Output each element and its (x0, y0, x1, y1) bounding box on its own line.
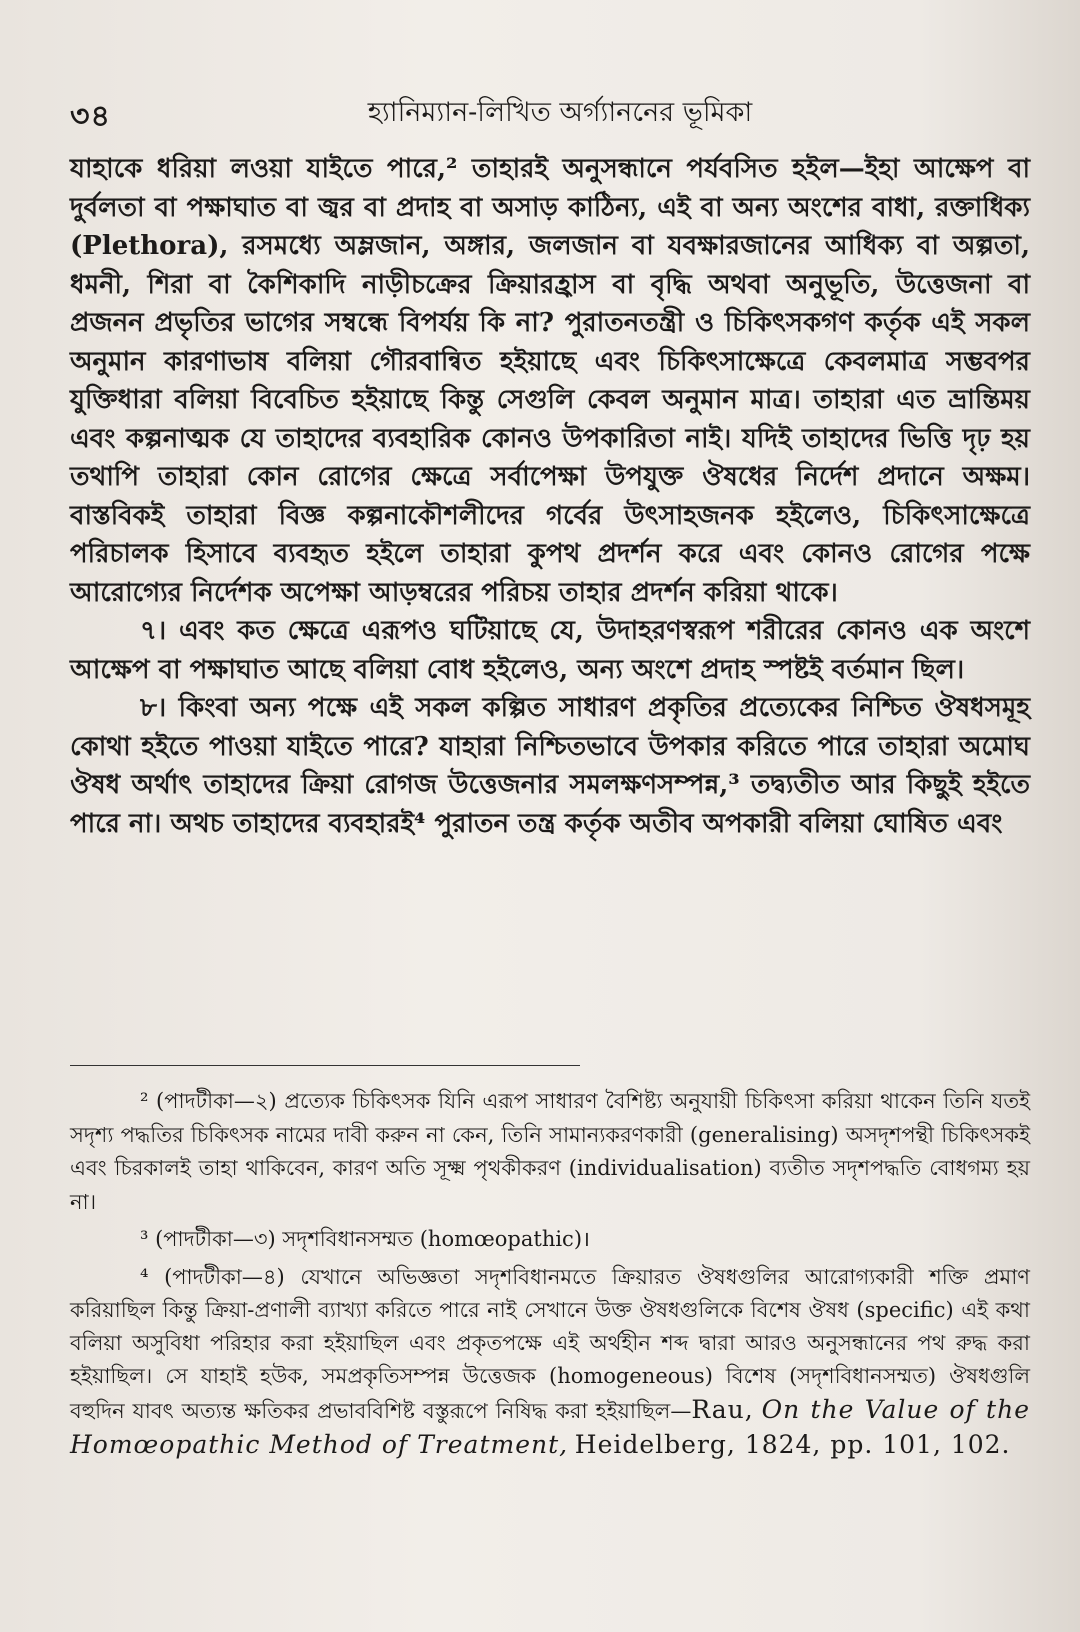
footnote-4-text: ⁴ (পাদটীকা—৪) যেখানে অভিজ্ঞতা সদৃশবিধানমতে ক্রিয়ারত ঔষধগুলির আরোগ্যকারী শক্তি প্রমাণ করিয়াছিল কিন্তু ক্রিয়া-প্রণালী ব্যাখ্যা করিতে পারে নাই সেখানে উক্ত ঔষধগুলিকে বিশেষ ঔষধ (specific) এই কথা বলিয়া অসুবিধা পরিহার করা হইয়াছিল এবং প্রকৃতপক্ষে এই অর্থহীন শব্দ দ্বারা আরও অনুসন্ধানের পথ রুদ্ধ করা হইয়াছিল। সে যাহাই হউক, সমপ্রকৃতিসম্পন্ন উত্তেজক (homogeneous) বিশেষ (সদৃশবিধানসম্মত) ঔষধগুলি বহুদিন যাবৎ অত্যন্ত ক্ষতিকর প্রভাববিশিষ্ট বস্তুরূপে নিষিদ্ধ করা হইয়াছিল— (70, 1264, 1030, 1423)
footnote-2: ² (পাদটীকা—২) প্রত্যেক চিকিৎসক যিনি এরূপ সাধারণ বৈশিষ্ট্য অনুযায়ী চিকিৎসা করিয়া থাকেন তিনি যতই সদৃশ্য পদ্ধতির চিকিৎসক নামের দাবী করুন না কেন, তিনি সামান্যকরণকারী (generalising) অসদৃশপন্থী চিকিৎসকই এবং চিরকালই তাহা থাকিবেন, কারণ অতি সূক্ষ্ম পৃথকীকরণ (individualisation) ব্যতীত সদৃশপদ্ধতি বোধগম্য হয় না। (70, 1089, 1030, 1214)
footnote-divider (70, 1065, 580, 1066)
page-number: ৩৪ (70, 99, 111, 134)
citation-title: On the Value of the Homœopathic Method of Treatment, (70, 1394, 1030, 1459)
paragraph: যাহাকে ধরিয়া লওয়া যাইতে পারে,² তাহারই অনুসন্ধানে পর্যবসিত হইল—ইহা আক্ষেপ বা দুর্বলতা বা পক্ষাঘাত বা জ্বর বা প্রদাহ বা অসাড় কাঠিন্য, এই বা অন্য অংশের বাধা, রক্তাধিক্য (Plethora), রসমধ্যে অম্লজান, অঙ্গার, জলজান বা যবক্ষারজানের আধিক্য বা অল্পতা, ধমনী, শিরা বা কৈশিকাদি নাড়ীচক্রের ক্রিয়ারহ্রাস বা বৃদ্ধি অথবা অনুভূতি, উত্তেজনা বা প্রজনন প্রভৃতির ভাগের সম্বন্ধে বিপর্যয় কি না? পুরাতনতন্ত্রী ও চিকিৎসকগণ কর্তৃক এই সকল অনুমান কারণাভাষ বলিয়া গৌরবান্বিত হইয়াছে এবং চিকিৎসাক্ষেত্রে কেবলমাত্র সম্ভবপর যুক্তিধারা বলিয়া বিবেচিত হইয়াছে কিন্তু সেগুলি কেবল অনুমান মাত্র। তাহারা এত ভ্রান্তিময় এবং কল্পনাত্মক যে তাহাদের ব্যবহারিক কোনও উপকারিতা নাই। যদিই তাহাদের ভিত্তি দৃঢ় হয় তথাপি তাহারা কোন রোগের ক্ষেত্রে সর্বাপেক্ষা উপযুক্ত ঔষধের নির্দেশ প্রদানে অক্ষম। বাস্তবিকই তাহারা বিজ্ঞ কল্পনাকৌশলীদের গর্বের উৎসাহজনক হইলেও, চিকিৎসাক্ষেত্রে পরিচালক হিসাবে ব্যবহৃত হইলে তাহারা কুপথ প্রদর্শন করে এবং কোনও রোগের পক্ষে আরোগ্যের নির্দেশক অপেক্ষা আড়ম্বরের পরিচয় তাহার প্রদর্শন করিয়া থাকে। (70, 154, 1030, 608)
footnotes (70, 1085, 1030, 1467)
citation-place: Heidelberg, 1824, pp. 101, 102. (574, 1429, 1011, 1459)
running-title: হ্যানিম্যান-লিখিত অর্গ্যাননের ভূমিকা (367, 97, 753, 128)
page-header (0, 92, 1080, 132)
citation-author: Rau, (691, 1394, 754, 1424)
footnote-3: ³ (পাদটীকা—৩) সদৃশবিধানসম্মত (homœopathic)। (140, 1227, 590, 1251)
footnote-4 (70, 1261, 1030, 1463)
main-text (70, 150, 1030, 843)
paragraph: ৮। কিংবা অন্য পক্ষে এই সকল কল্পিত সাধারণ প্রকৃতির প্রত্যেকের নিশ্চিত ঔষধসমূহ কোথা হইতে পাওয়া যাইতে পারে? যাহারা নিশ্চিতভাবে উপকার করিতে পারে তাহারা অমোঘ ঔষধ অর্থাৎ তাহাদের ক্রিয়া রোগজ উত্তেজনার সমলক্ষণসম্পন্ন,³ তদ্ব্যতীত আর কিছুই হইতে পারে না। অথচ তাহাদের ব্যবহারই⁴ পুরাতন তন্ত্র কর্তৃক অতীব অপকারী বলিয়া ঘোষিত এবং (70, 693, 1030, 839)
paragraph: ৭। এবং কত ক্ষেত্রে এরূপও ঘটিয়াছে যে, উদাহরণস্বরূপ শরীরের কোনও এক অংশে আক্ষেপ বা পক্ষাঘাত আছে বলিয়া বোধ হইলেও, অন্য অংশে প্রদাহ স্পষ্টই বর্তমান ছিল। (70, 616, 1030, 685)
